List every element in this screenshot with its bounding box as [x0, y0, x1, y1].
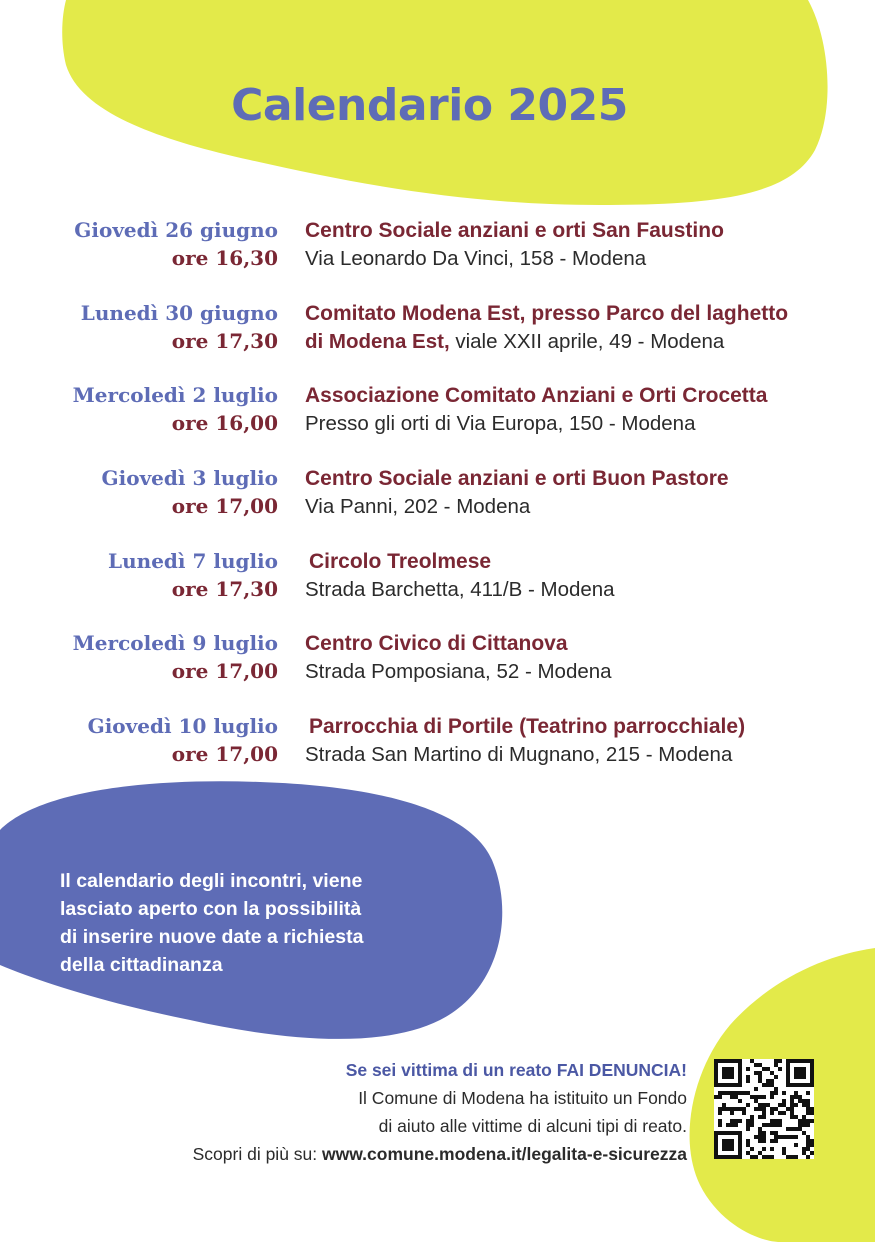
event-item	[0, 218, 875, 278]
event-place: Centro Sociale anziani e orti San Faustino	[305, 219, 724, 242]
calendar-note	[60, 867, 460, 979]
event-address: Via Panni, 202 - Modena	[305, 495, 531, 518]
event-time: ore 16,00	[171, 411, 278, 435]
event-address: Via Leonardo Da Vinci, 158 - Modena	[305, 247, 647, 270]
event-item	[0, 631, 875, 691]
page-title: Calendario 2025	[231, 80, 628, 131]
event-place: Circolo Treolmese	[309, 550, 492, 573]
footer-line: Il Comune di Modena ha istituito un Fondo	[358, 1088, 687, 1108]
event-address-bold: di Modena Est,	[305, 330, 450, 353]
event-day: Mercoledì 9 luglio	[72, 631, 278, 655]
event-time: ore 17,00	[171, 494, 278, 518]
footer-info	[193, 1056, 687, 1168]
event-item	[0, 383, 875, 443]
event-time: ore 16,30	[171, 246, 278, 270]
event-address: Strada San Martino di Mugnano, 215 - Modena	[305, 743, 733, 766]
event-day: Giovedì 26 giugno	[74, 218, 278, 242]
footer-more-prefix: Scopri di più su:	[192, 1144, 322, 1164]
note-line: Il calendario degli incontri, viene	[60, 870, 363, 892]
footer-line: di aiuto alle vittime di alcuni tipi di reato.	[378, 1116, 687, 1136]
event-day: Lunedì 7 luglio	[108, 549, 278, 573]
event-address: Strada Pomposiana, 52 - Modena	[305, 660, 612, 683]
event-time: ore 17,30	[171, 329, 278, 353]
event-item	[0, 714, 875, 774]
event-place: Centro Civico di Cittanova	[305, 632, 568, 655]
event-item	[0, 466, 875, 526]
note-line: di inserire nuove date a richiesta	[60, 926, 364, 948]
event-address-rest: viale XXII aprile, 49 - Modena	[449, 330, 725, 353]
event-day: Giovedì 10 luglio	[87, 714, 278, 738]
event-item	[0, 301, 875, 361]
website-link[interactable]: www.comune.modena.it/legalita-e-sicurezza	[322, 1144, 687, 1164]
event-day: Lunedì 30 giugno	[80, 301, 278, 325]
event-item	[0, 549, 875, 609]
event-time: ore 17,30	[171, 577, 278, 601]
event-address	[305, 330, 724, 354]
event-place: Associazione Comitato Anziani e Orti Crocetta	[305, 384, 768, 407]
event-time: ore 17,00	[171, 659, 278, 683]
event-time: ore 17,00	[171, 742, 278, 766]
footer-more	[193, 1140, 687, 1168]
event-place: Parrocchia di Portile (Teatrino parrocchiale)	[309, 715, 746, 738]
footer-lead: Se sei vittima di un reato FAI DENUNCIA!	[345, 1060, 687, 1080]
qr-code-icon[interactable]	[714, 1059, 814, 1159]
event-day: Giovedì 3 luglio	[101, 466, 278, 490]
note-line: lasciato aperto con la possibilità	[60, 898, 362, 920]
event-day: Mercoledì 2 luglio	[72, 383, 278, 407]
event-place: Comitato Modena Est, presso Parco del laghetto	[305, 302, 789, 325]
event-address: Strada Barchetta, 411/B - Modena	[305, 578, 615, 601]
event-place: Centro Sociale anziani e orti Buon Pastore	[305, 467, 729, 490]
note-line: della cittadinanza	[60, 954, 223, 976]
event-address: Presso gli orti di Via Europa, 150 - Modena	[305, 412, 696, 435]
